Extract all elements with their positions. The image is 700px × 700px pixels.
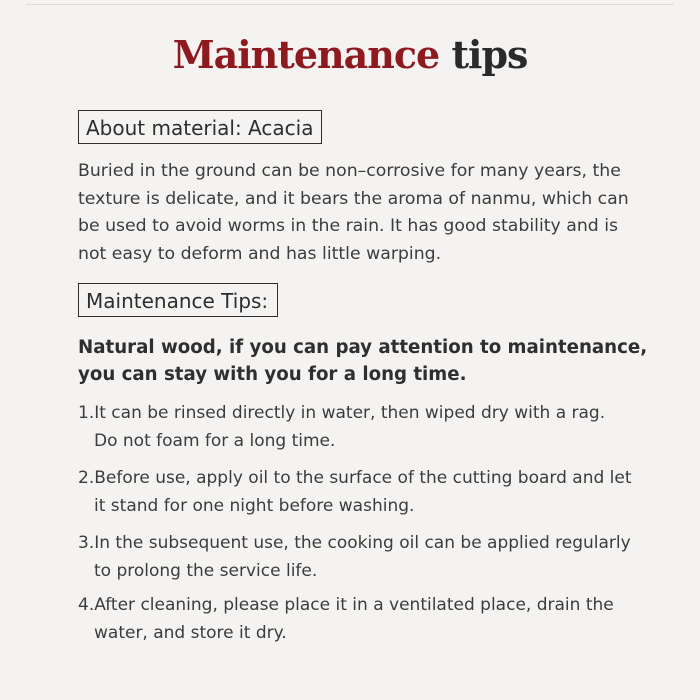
- tip-1-line-1: 1.It can be rinsed directly in water, then wiped dry with a rag.: [78, 403, 606, 423]
- top-divider: [26, 4, 674, 5]
- tip-3-line-2: to prolong the service life.: [94, 560, 318, 581]
- about-material-heading: About material: Acacia: [78, 110, 322, 144]
- tip-item-1: [78, 400, 638, 455]
- page-title: [0, 30, 700, 80]
- maintenance-tips-heading: Maintenance Tips:: [78, 283, 278, 317]
- tip-4-line-2: water, and store it dry.: [94, 622, 287, 643]
- tip-1-line-2: Do not foam for a long time.: [94, 430, 336, 451]
- tip-2-line-2: it stand for one night before washing.: [94, 495, 415, 516]
- title-accent-word: Maintenance: [172, 32, 440, 77]
- about-material-description: Buried in the ground can be non–corrosive for many years, the texture is delicate, and it bears the aroma of nanmu, which can be used to avoid worms in the rain. It has good stability and is not easy to deform and has little warping.: [78, 161, 629, 264]
- tip-2-line-1: 2.Before use, apply oil to the surface of the cutting board and let: [78, 468, 632, 488]
- tip-3-line-1: 3.In the subsequent use, the cooking oil can be applied regularly: [78, 533, 631, 553]
- tip-4-line-1: 4.After cleaning, please place it in a ventilated place, drain the: [78, 595, 614, 615]
- maintenance-intro: Natural wood, if you can pay attention to maintenance, you can stay with you for a long time.: [78, 337, 648, 385]
- tip-item-4: [78, 592, 638, 647]
- tip-item-2: [78, 465, 638, 520]
- title-rest-word: tips: [451, 32, 528, 77]
- tip-item-3: [78, 530, 638, 585]
